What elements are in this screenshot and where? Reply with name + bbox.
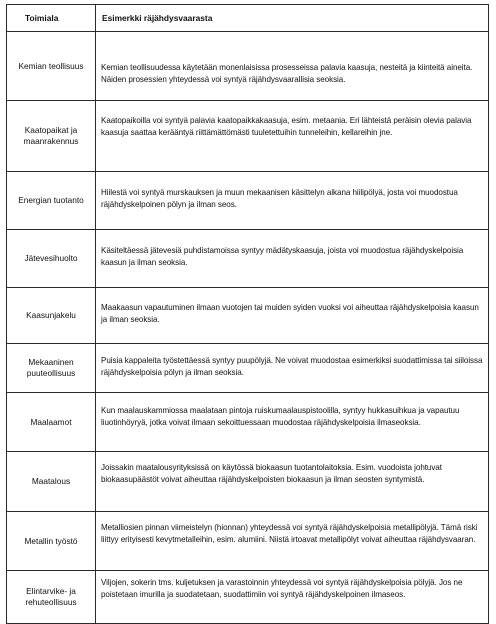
table-row bbox=[7, 172, 489, 230]
table-row bbox=[7, 393, 489, 452]
table-row bbox=[7, 101, 489, 172]
example-cell: Viljojen, sokerin tms. kuljetuksen ja varastoinnin yhteydessä voi syntyä räjähdyskelpoisia pölyjä. Jos ne poistetaan imurilla ja suodatetaan, suodattimiin voi syntyä räjähdyskelpoinen ilmaseos. bbox=[96, 571, 489, 624]
table-row bbox=[7, 512, 489, 571]
table-row bbox=[7, 571, 489, 624]
example-cell: Käsiteltäessä jätevesiä puhdistamoissa syntyy mädätyskaasuja, joista voi muodostua räjähdyskelpoisia kaasun ja ilman seoksia. bbox=[96, 230, 489, 288]
example-cell: Kaatopaikoilla voi syntyä palavia kaatopaikkakaasuja, esim. metaania. Eri lähteistä peräisin olevia palavia kaasuja saattaa kerääntyä riittämättömästi tuuletettuihin tunneleihin, kellareihin jne. bbox=[96, 101, 489, 172]
field-cell: Kaatopaikat ja maanrakennus bbox=[7, 101, 96, 172]
example-cell: Joissakin maatalousyrityksissä on käytössä biokaasun tuotantolaitoksia. Esim. vuodoista johtuvat biokaasupäästöt voivat aiheuttaa räjähdyskelpoisten biokaasun ja ilman seosten syntymistä. bbox=[96, 452, 489, 512]
table-row bbox=[7, 230, 489, 288]
explosion-hazard-table bbox=[6, 4, 489, 624]
header-field: Toimiala bbox=[7, 5, 96, 32]
example-cell: Kemian teollisuudessa käytetään monenlaisissa prosesseissa palavia kaasuja, nesteitä ja kiinteitä aineita. Näiden prosessien yhteydessä voi syntyä räjähdysvaarallisia seoksia. bbox=[96, 32, 489, 101]
field-cell: Elintarvike- ja rehuteollisuus bbox=[7, 571, 96, 624]
example-cell: Puisia kappaleita työstettäessä syntyy puupölyjä. Ne voivat muodostaa esimerkiksi suodattimissa tai siiloissa räjähdyskelpoisia pölyn ja ilman seoksia. bbox=[96, 344, 489, 393]
example-cell: Maakaasun vapautuminen ilmaan vuotojen tai muiden syiden vuoksi voi aiheuttaa räjähdyskelpoisia kaasun ja ilman seoksia. bbox=[96, 288, 489, 344]
example-cell: Kun maalauskammiossa maalataan pintoja ruiskumaalauspistoolilla, syntyy hukkasuihkua ja vapautuu liuotinhöyryä, jotka voivat ilmaan sekoittuessaan muodostaa räjähdyskelpoisia ilmaseoksia. bbox=[96, 393, 489, 452]
header-row bbox=[7, 5, 489, 32]
field-cell: Jätevesihuolto bbox=[7, 230, 96, 288]
field-cell: Maalaamot bbox=[7, 393, 96, 452]
table-row bbox=[7, 344, 489, 393]
table-row bbox=[7, 32, 489, 101]
example-cell: Hiilestä voi syntyä murskauksen ja muun mekaanisen käsittelyn aikana hiilipölyä, josta voi muodostua räjähdyskelpoinen pölyn ja ilman seos. bbox=[96, 172, 489, 230]
table-row bbox=[7, 452, 489, 512]
field-cell: Maatalous bbox=[7, 452, 96, 512]
header-example: Esimerkki räjähdysvaarasta bbox=[96, 5, 489, 32]
field-cell: Kemian teollisuus bbox=[7, 32, 96, 101]
field-cell: Metallin työstö bbox=[7, 512, 96, 571]
field-cell: Kaasunjakelu bbox=[7, 288, 96, 344]
field-cell: Energian tuotanto bbox=[7, 172, 96, 230]
example-cell: Metalliosien pinnan viimeistelyn (hionnan) yhteydessä voi syntyä räjähdyskelpoisia metallipölyjä. Tämä riski liittyy erityisesti kevytmetalleihin, esim. alumiini. Niistä irtoavat metallipölyt voivat aiheuttaa räjähdysvaaran. bbox=[96, 512, 489, 571]
field-cell: Mekaaninen puuteollisuus bbox=[7, 344, 96, 393]
table-row bbox=[7, 288, 489, 344]
